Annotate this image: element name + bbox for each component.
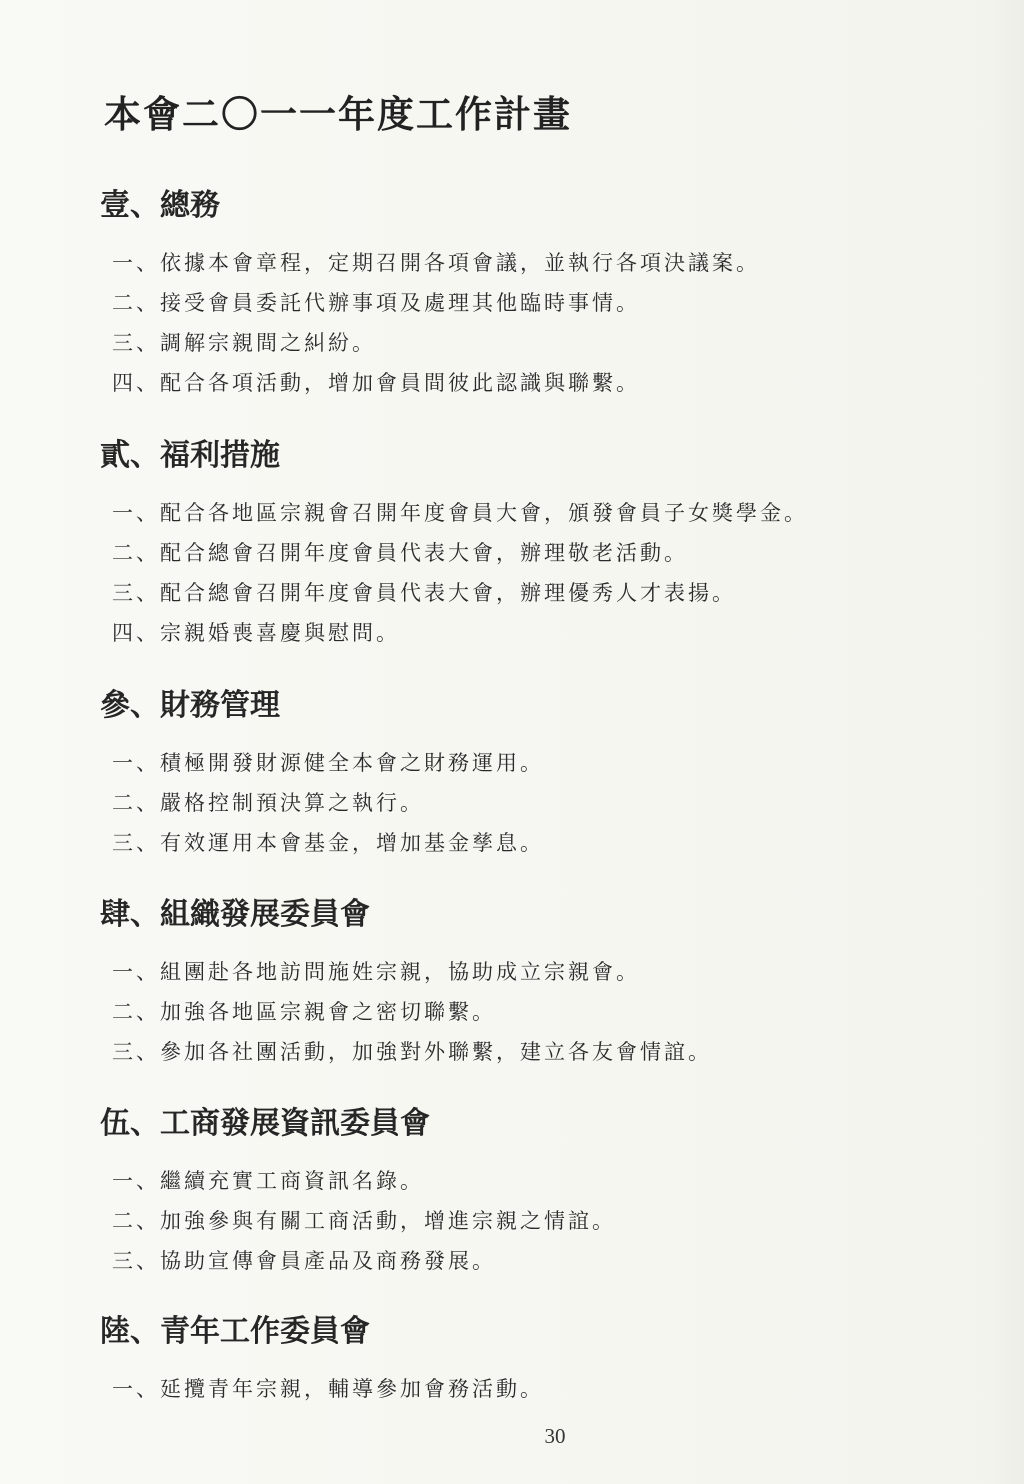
list-item: 三、協助宣傳會員產品及商務發展。 xyxy=(112,1249,496,1273)
section-welfare-measures xyxy=(100,434,960,653)
list-item: 二、接受會員委託代辦事項及處理其他臨時事情。 xyxy=(112,291,640,315)
list-item: 二、加強參與有關工商活動，增進宗親之情誼。 xyxy=(112,1209,616,1233)
section-heading: 伍、工商發展資訊委員會 xyxy=(100,1106,430,1141)
list-item: 一、組團赴各地訪問施姓宗親，協助成立宗親會。 xyxy=(112,960,640,984)
list-item: 一、繼續充實工商資訊名錄。 xyxy=(112,1169,424,1193)
list-item: 三、配合總會召開年度會員代表大會，辦理優秀人才表揚。 xyxy=(112,581,736,605)
list-item: 二、加強各地區宗親會之密切聯繫。 xyxy=(112,1000,496,1024)
item-list xyxy=(112,243,960,403)
list-item: 二、嚴格控制預決算之執行。 xyxy=(112,791,424,815)
section-heading: 貳、福利措施 xyxy=(100,438,280,473)
section-general-affairs xyxy=(100,184,960,403)
section-business-info-committee xyxy=(100,1102,960,1281)
list-item: 一、配合各地區宗親會召開年度會員大會，頒發會員子女獎學金。 xyxy=(112,501,808,525)
item-list xyxy=(112,1369,960,1409)
section-heading: 參、財務管理 xyxy=(100,688,280,723)
list-item: 一、延攬青年宗親，輔導參加會務活動。 xyxy=(112,1377,544,1401)
list-item: 三、有效運用本會基金，增加基金孳息。 xyxy=(112,831,544,855)
list-item: 三、參加各社團活動，加強對外聯繫，建立各友會情誼。 xyxy=(112,1040,712,1064)
list-item: 三、調解宗親間之糾紛。 xyxy=(112,331,376,355)
item-list xyxy=(112,1161,960,1281)
section-heading: 肆、組織發展委員會 xyxy=(100,897,370,932)
list-item: 四、宗親婚喪喜慶與慰問。 xyxy=(112,621,400,645)
page-edge-shadow xyxy=(988,0,1024,1484)
page-number: 30 xyxy=(544,1424,566,1448)
section-heading: 陸、青年工作委員會 xyxy=(100,1314,370,1349)
page-title: 本會二〇一一年度工作計畫 xyxy=(104,93,572,136)
section-youth-committee xyxy=(100,1310,960,1409)
list-item: 一、依據本會章程，定期召開各項會議，並執行各項決議案。 xyxy=(112,251,760,275)
item-list xyxy=(112,493,960,653)
item-list xyxy=(112,952,960,1072)
list-item: 二、配合總會召開年度會員代表大會，辦理敬老活動。 xyxy=(112,541,688,565)
section-organization-committee xyxy=(100,893,960,1072)
section-financial-management xyxy=(100,684,960,863)
list-item: 一、積極開發財源健全本會之財務運用。 xyxy=(112,751,544,775)
list-item: 四、配合各項活動，增加會員間彼此認識與聯繫。 xyxy=(112,371,640,395)
item-list xyxy=(112,743,960,863)
section-heading: 壹、總務 xyxy=(100,188,220,223)
